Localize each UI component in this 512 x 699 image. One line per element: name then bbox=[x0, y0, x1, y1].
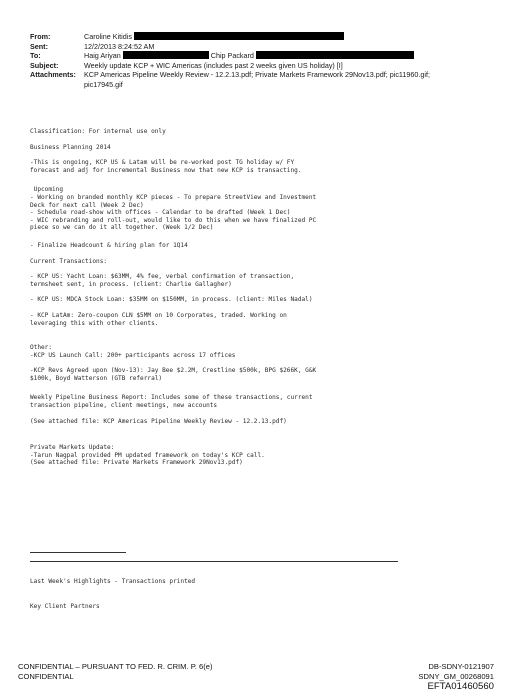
transaction-item: - KCP LatAm: Zero-coupon CLN $5MM on 10 Corporates, traded. Working on leveraging this with other clients. bbox=[30, 311, 287, 327]
key-client-partners-text: Key Client Partners bbox=[30, 603, 100, 610]
separator-short bbox=[30, 552, 126, 553]
kcp-revs-text: -KCP Revs Agreed upon (Nov-13): Jay Bee $2.2M, Crestline $500k, BPG $266K, G&K $100k, Boyd Watterson (GTB referral) bbox=[30, 367, 317, 382]
subject-value: Weekly update KCP + WIC Americas (includes past 2 weeks given US holiday) [I] bbox=[84, 60, 343, 70]
private-markets-update: Private Markets Update: -Tarun Nagpal provided PM updated framework on today's KCP call. (See attached file: Private Markets Framework 29Nov13.pdf) bbox=[30, 444, 265, 467]
attachments-row bbox=[30, 70, 500, 89]
sent-label: Sent: bbox=[30, 41, 48, 51]
footer-left bbox=[18, 662, 213, 681]
subject-row bbox=[30, 61, 500, 71]
footer-right bbox=[418, 662, 494, 692]
from-row bbox=[30, 32, 500, 42]
to-value-2: Chip Packard bbox=[210, 51, 254, 61]
classification-text: Classification: For internal use only bbox=[30, 128, 166, 135]
bates-number-1: DB-SDNY-0121907 bbox=[428, 662, 494, 671]
attached-file-note: (See attached file: KCP Americas Pipeline Weekly Review - 12.2.13.pdf) bbox=[30, 417, 287, 425]
subject-label: Subject: bbox=[30, 60, 59, 70]
transaction-item: - KCP US: MDCA Stock Loan: $35MM on $150MM, in process. (client: Miles Nadal) bbox=[30, 296, 313, 304]
bates-number-3: EFTA01460560 bbox=[427, 681, 494, 693]
business-planning-text: -This is ongoing, KCP US & Latam will be re-worked post TG holiday w/ FY forecast and adj for incremental Business now that new KCP is transacting. bbox=[30, 159, 302, 174]
highlights-text: Last Week's Highlights - Transactions printed bbox=[30, 578, 196, 585]
redaction-bar bbox=[256, 51, 414, 59]
attachments-label: Attachments: bbox=[30, 70, 76, 80]
transaction-item: - KCP US: Yacht Loan: $63MM, 4% fee, verbal confirmation of transaction, termsheet sent, in process. (client: Charlie Gallagher) bbox=[30, 273, 295, 288]
attachments-line-2: pic17945.gif bbox=[84, 79, 123, 89]
pipeline-report-text: Weekly Pipeline Business Report: Includes some of these transactions, current transaction pipeline, client meetings, new accounts bbox=[30, 394, 313, 410]
to-label: To: bbox=[30, 51, 41, 61]
sent-value: 12/2/2013 8:24:52 AM bbox=[84, 41, 155, 51]
from-value: Caroline Kitidis bbox=[84, 32, 132, 41]
to-value-1: Haig Ariyan bbox=[84, 51, 121, 61]
transactions-heading: Current Transactions: bbox=[30, 257, 108, 265]
to-row bbox=[30, 51, 500, 61]
upcoming-list: Upcoming - Working on branded monthly KCP pieces - To prepare StreetView and Investment Deck for next call (Week 2 Dec) - Schedule road-show with offices - Calendar to be drafted (Week 1 Dec) - WIC rebranding and roll-out, would like to do this when we have finalized PC piece so we can do it all together. (Week 1/2 Dec) bbox=[30, 186, 317, 232]
sent-row bbox=[30, 42, 500, 52]
business-planning-heading: Business Planning 2014 bbox=[30, 143, 111, 151]
headcount-item: - Finalize Headcount & hiring plan for 1Q14 bbox=[30, 241, 188, 249]
separator-long bbox=[30, 561, 398, 562]
email-header bbox=[30, 32, 500, 90]
attachments-line-1: KCP Americas Pipeline Weekly Review - 12.2.13.pdf; Private Markets Framework 29Nov13.pdf; pic11960.gif; bbox=[84, 70, 430, 80]
confidential-label: CONFIDENTIAL bbox=[18, 671, 74, 681]
redaction-bar bbox=[123, 51, 209, 59]
bates-number-2: SDNY_GM_00268091 bbox=[418, 671, 494, 681]
redaction-bar bbox=[134, 32, 344, 40]
confidential-notice: CONFIDENTIAL – PURSUANT TO FED. R. CRIM. P. 6(e) bbox=[18, 662, 213, 671]
from-label: From: bbox=[30, 32, 51, 41]
other-section: Other: -KCP US Launch Call: 200+ participants across 17 offices bbox=[30, 344, 236, 359]
email-body bbox=[30, 128, 470, 467]
